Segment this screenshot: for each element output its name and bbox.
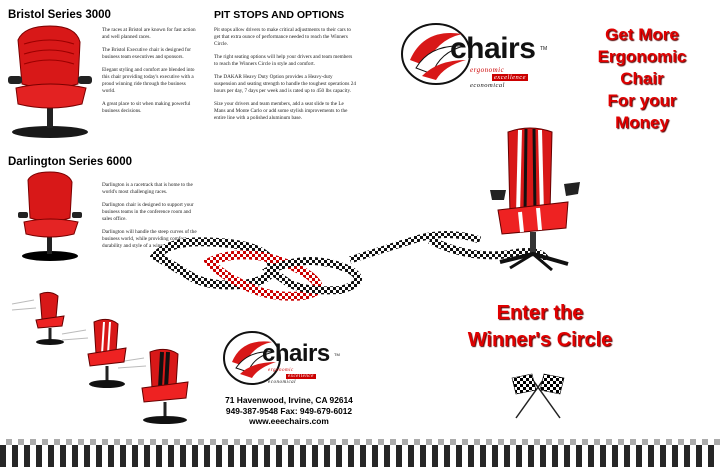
logo-tagline-excellence: excellence: [288, 374, 314, 379]
headline-line: Money: [615, 113, 669, 132]
headline: [572, 24, 712, 134]
headline-line: For your: [607, 91, 677, 110]
logo-tagline-ergonomic: ergonomic: [268, 368, 294, 373]
pit-stops-paragraph: Pit stops allow drivers to make critical adjustments to their cars to get that extra ounce of performance needed to reach the Winners Circle.: [214, 27, 352, 47]
tagline: [430, 300, 650, 354]
contact-website[interactable]: www.eeechairs.com: [249, 416, 329, 426]
pit-stops-paragraph: The DAKAR Heavy Duty Option provides a Heavy-duty suspension and seating strength to handle the toughest operations 24 hours per day, 7 days per week and is rated up to 450 lbs capacity.: [214, 74, 356, 94]
darlington-paragraph: Darlington is a racetrack that is home to the world's most challenging races.: [102, 182, 193, 195]
darlington-paragraph: Darlington chair is designed to support your business teams in the conference room and sales office.: [102, 202, 194, 222]
darlington-chair-image: [16, 170, 86, 262]
headline-line: Chair: [620, 69, 664, 88]
bristol-paragraph: Elegant styling and comfort are blended into this chair providing today's executive with a proud winning ride through the business world.: [102, 67, 195, 94]
bristol-description: [102, 27, 200, 121]
logo-wordmark: chairs: [262, 340, 330, 367]
contact-address: 71 Havenwood, Irvine, CA 92614: [225, 395, 353, 405]
logo-tagline-excellence: excellence: [494, 74, 527, 81]
darlington-paragraph: Darlington will handle the steep curves of the business world, while providing comfort, durability and style of a winner.: [102, 229, 197, 249]
racing-chairs-image: [10, 290, 210, 430]
tagline-line: Winner's Circle: [467, 329, 613, 351]
logo-tagline-economical: economical: [268, 380, 297, 385]
bristol-title: Bristol Series 3000: [8, 9, 111, 21]
eee-chairs-logo-small: [222, 328, 362, 390]
logo-trademark: TM: [334, 352, 340, 357]
bottom-checker-strip: [0, 445, 720, 467]
racing-chair-image: [480, 126, 590, 272]
logo-tagline-economical: economical: [470, 82, 505, 89]
pit-stops-paragraph: Size your drivers and team members, add a seat slide to the Le Mans and Monte Carlo or add some stylish improvements to the entire line with a polished aluminum base.: [214, 101, 348, 121]
contact-block: [214, 395, 364, 427]
bristol-paragraph: The races at Bristol are known for fast action and well planned races.: [102, 27, 196, 40]
headline-line: Get More: [605, 25, 679, 44]
speed-lines-icon: [12, 300, 146, 368]
bristol-paragraph: The Bristol Executive chair is designed for business team executives and sponsors.: [102, 47, 192, 60]
bristol-paragraph: A great place to sit when making powerful business decisions.: [102, 101, 191, 114]
contact-phone-fax: 949-387-9548 Fax: 949-679-6012: [225, 405, 353, 416]
logo-wordmark: chairs: [450, 32, 536, 65]
pit-stops-description: [214, 27, 356, 128]
pit-stops-paragraph: The right seating options will help your drivers and team members to reach the Winners Circle in style and comfort.: [214, 54, 353, 67]
bristol-chair-image: [4, 22, 96, 140]
logo-tagline-ergonomic: ergonomic: [470, 66, 505, 74]
tagline-line: Enter the: [496, 302, 584, 324]
eee-chairs-logo-large: [400, 18, 570, 90]
darlington-title: Darlington Series 6000: [8, 156, 132, 168]
logo-trademark: TM: [540, 46, 548, 52]
checkered-flags-icon: [508, 372, 568, 420]
headline-line: Ergonomic: [597, 47, 687, 66]
pit-stops-title: PIT STOPS AND OPTIONS: [214, 9, 345, 21]
